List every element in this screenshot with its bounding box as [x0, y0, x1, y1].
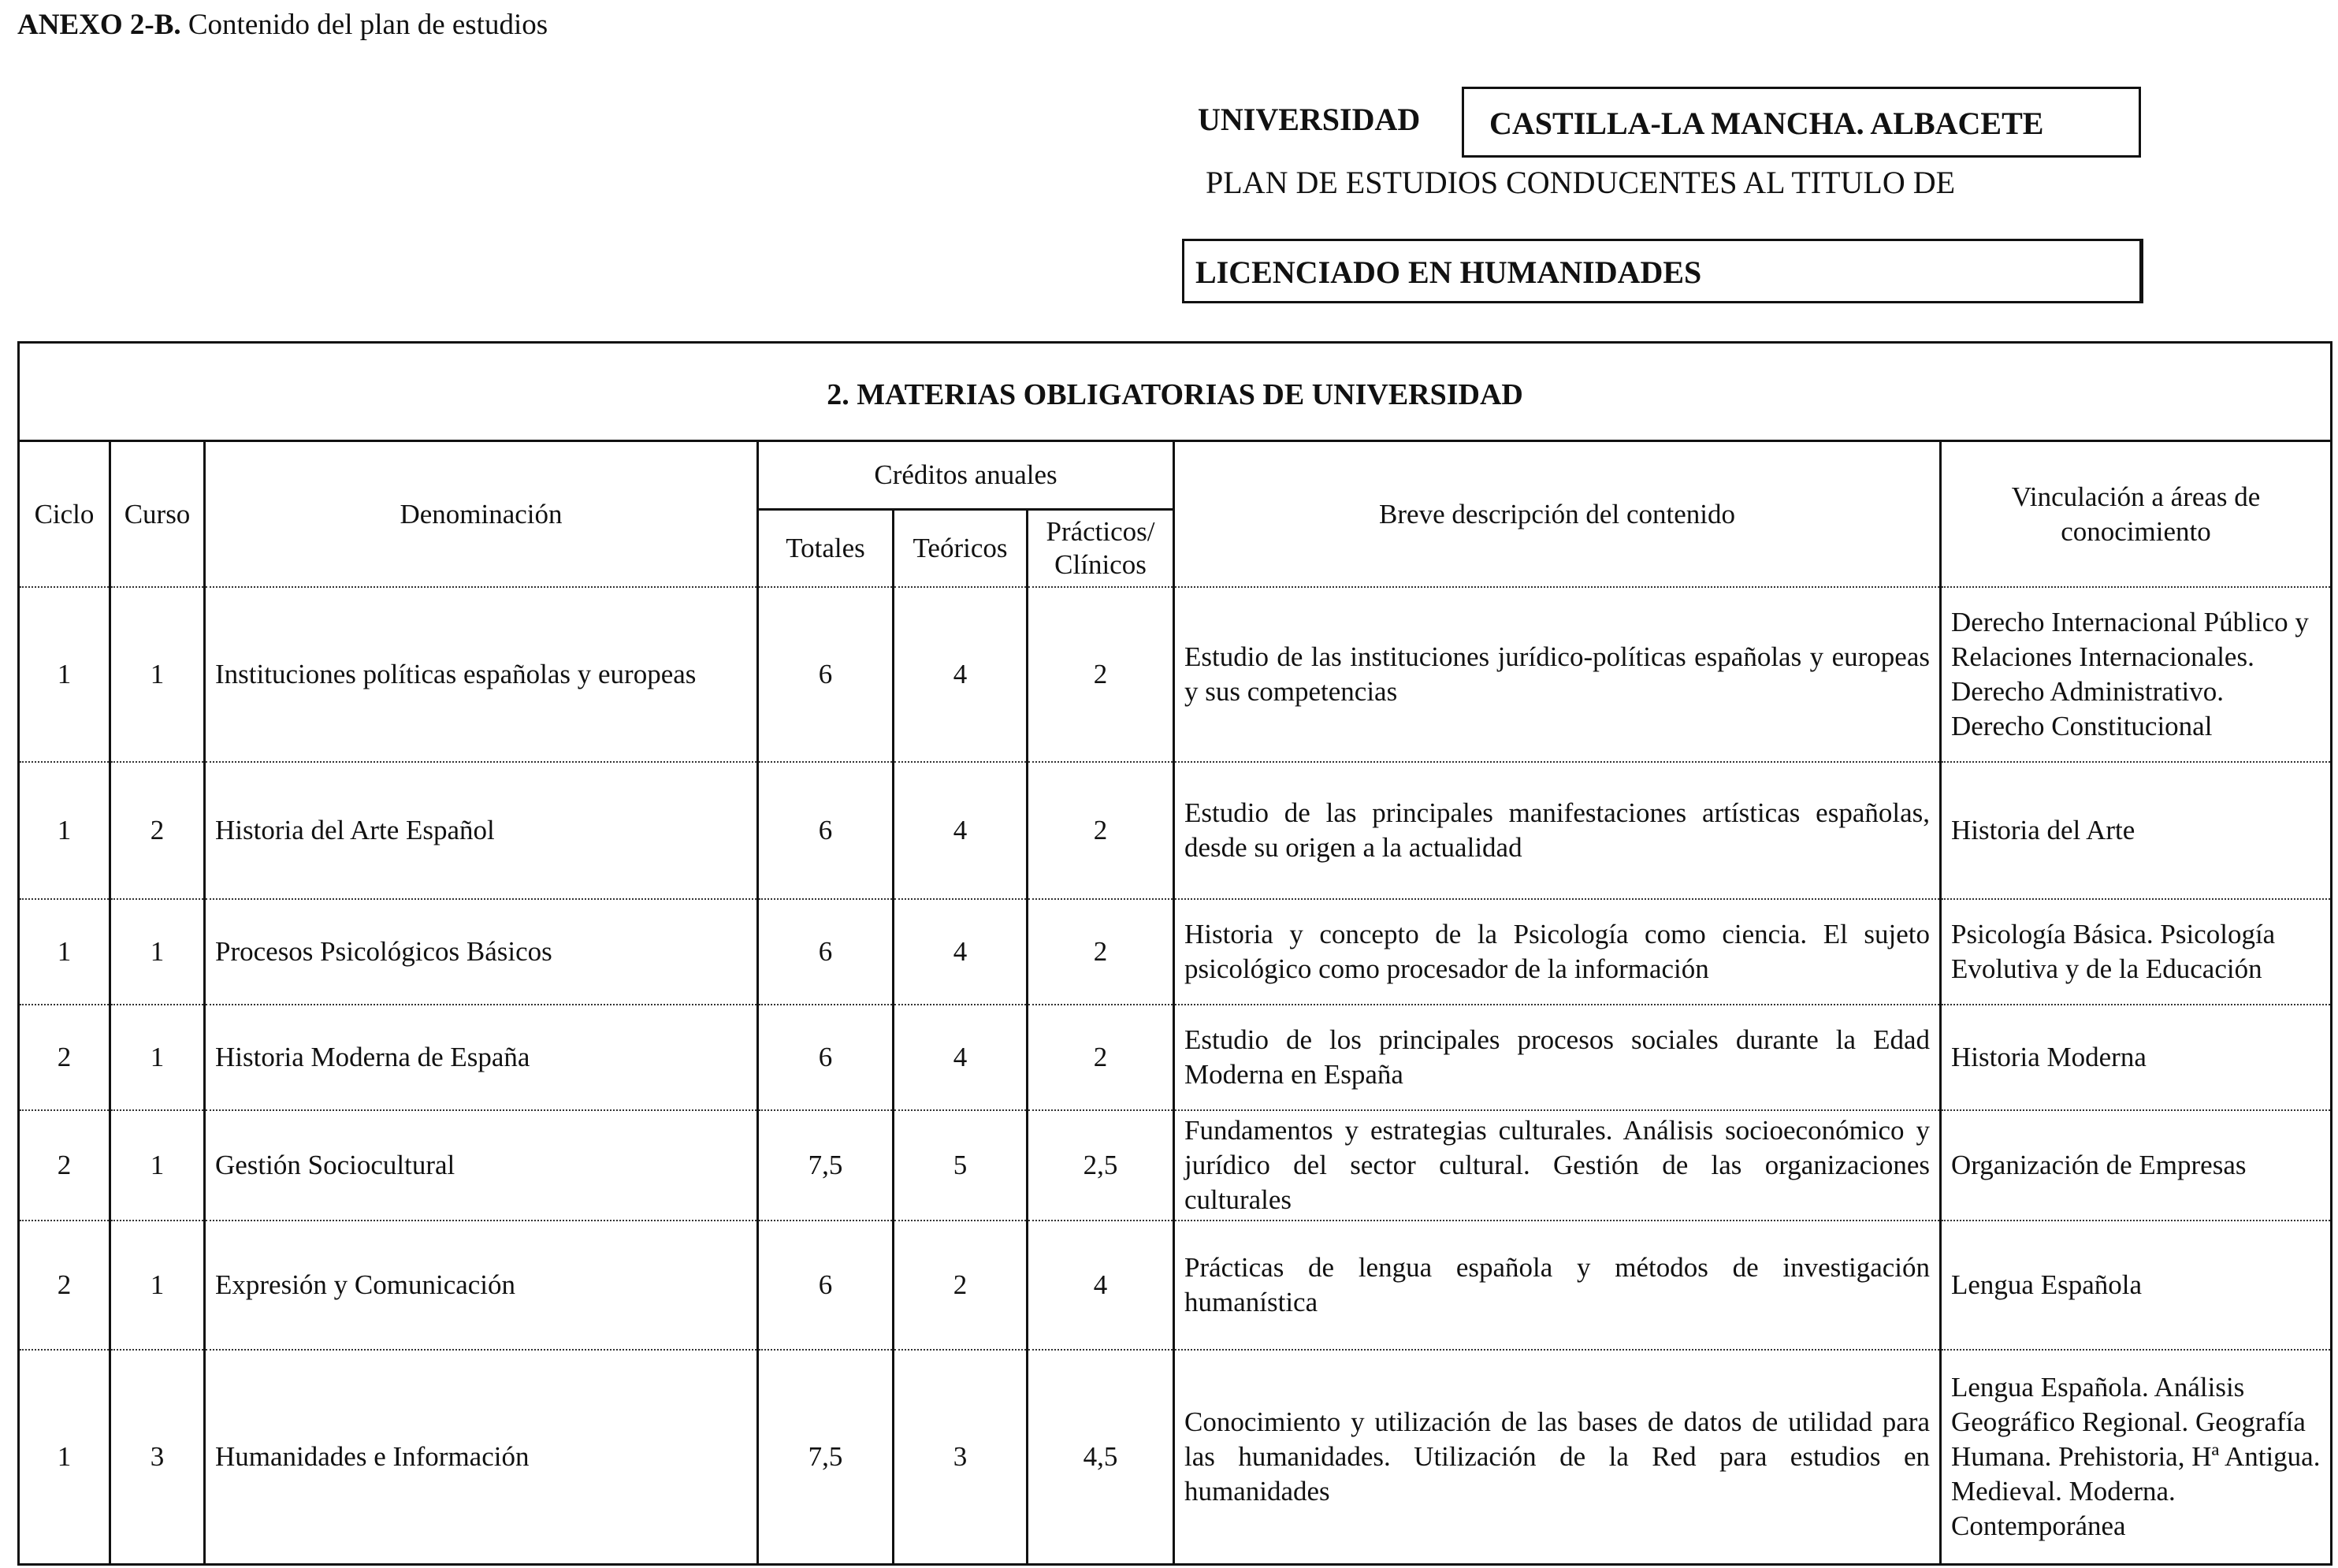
cell-totales: 6 — [758, 762, 894, 899]
cell-descripcion: Historia y concepto de la Psicología como ciencia. El sujeto psicológico como procesador de la información — [1174, 899, 1941, 1005]
cell-curso: 1 — [110, 899, 205, 1005]
cell-descripcion: Estudio de los principales procesos sociales durante la Edad Moderna en España — [1174, 1005, 1941, 1110]
cell-ciclo: 2 — [19, 1005, 110, 1110]
cell-ciclo: 2 — [19, 1110, 110, 1221]
header-denominacion: Denominación — [205, 441, 758, 588]
cell-ciclo: 1 — [19, 1350, 110, 1564]
cell-totales: 7,5 — [758, 1350, 894, 1564]
university-value: CASTILLA-LA MANCHA. ALBACETE — [1462, 87, 2141, 158]
cell-vinculacion: Psicología Básica. Psicología Evolutiva y de la Educación — [1941, 899, 2332, 1005]
cell-practicos: 4,5 — [1028, 1350, 1174, 1564]
cell-curso: 3 — [110, 1350, 205, 1564]
header-curso: Curso — [110, 441, 205, 588]
cell-practicos: 2 — [1028, 899, 1174, 1005]
cell-denominacion: Historia Moderna de España — [205, 1005, 758, 1110]
cell-teoricos: 4 — [894, 762, 1028, 899]
cell-denominacion: Instituciones políticas españolas y europeas — [205, 587, 758, 762]
cell-practicos: 2 — [1028, 587, 1174, 762]
cell-descripcion: Fundamentos y estrategias culturales. Análisis socioeconómico y jurídico del sector cultural. Gestión de las organizaciones culturales — [1174, 1110, 1941, 1221]
cell-practicos: 2,5 — [1028, 1110, 1174, 1221]
table-row — [19, 1005, 2332, 1110]
annex-heading — [17, 8, 548, 42]
cell-curso: 1 — [110, 1221, 205, 1350]
cell-denominacion: Historia del Arte Español — [205, 762, 758, 899]
cell-practicos: 4 — [1028, 1221, 1174, 1350]
cell-totales: 7,5 — [758, 1110, 894, 1221]
cell-descripcion: Estudio de las instituciones jurídico-políticas españolas y europeas y sus competencias — [1174, 587, 1941, 762]
section-title: 2. MATERIAS OBLIGATORIAS DE UNIVERSIDAD — [19, 343, 2332, 441]
cell-vinculacion: Lengua Española. Análisis Geográfico Regional. Geografía Humana. Prehistoria, Hª Antigua. Medieval. Moderna. Contemporánea — [1941, 1350, 2332, 1564]
cell-ciclo: 1 — [19, 899, 110, 1005]
university-label: UNIVERSIDAD — [1198, 102, 1421, 137]
plan-line: PLAN DE ESTUDIOS CONDUCENTES AL TITULO DE — [1206, 165, 1956, 200]
cell-curso: 2 — [110, 762, 205, 899]
header-vinculacion: Vinculación a áreas de conocimiento — [1941, 441, 2332, 588]
cell-ciclo: 1 — [19, 587, 110, 762]
cell-ciclo: 1 — [19, 762, 110, 899]
header-creditos: Créditos anuales — [758, 441, 1174, 510]
cell-totales: 6 — [758, 1221, 894, 1350]
cell-teoricos: 3 — [894, 1350, 1028, 1564]
cell-descripcion: Prácticas de lengua española y métodos de investigación humanística — [1174, 1221, 1941, 1350]
annex-label: ANEXO 2-B. — [17, 9, 181, 41]
cell-teoricos: 4 — [894, 1005, 1028, 1110]
cell-vinculacion: Lengua Española — [1941, 1221, 2332, 1350]
cell-totales: 6 — [758, 587, 894, 762]
cell-practicos: 2 — [1028, 762, 1174, 899]
cell-denominacion: Expresión y Comunicación — [205, 1221, 758, 1350]
degree-title: LICENCIADO EN HUMANIDADES — [1182, 239, 2143, 303]
table-row — [19, 1221, 2332, 1350]
table-row — [19, 1110, 2332, 1221]
header-practicos: Prácticos/ Clínicos — [1028, 510, 1174, 588]
header-totales: Totales — [758, 510, 894, 588]
cell-teoricos: 4 — [894, 587, 1028, 762]
cell-practicos: 2 — [1028, 1005, 1174, 1110]
cell-totales: 6 — [758, 899, 894, 1005]
cell-ciclo: 2 — [19, 1221, 110, 1350]
cell-teoricos: 5 — [894, 1110, 1028, 1221]
cell-denominacion: Procesos Psicológicos Básicos — [205, 899, 758, 1005]
cell-vinculacion: Organización de Empresas — [1941, 1110, 2332, 1221]
header-teoricos: Teóricos — [894, 510, 1028, 588]
cell-vinculacion: Historia Moderna — [1941, 1005, 2332, 1110]
cell-curso: 1 — [110, 1005, 205, 1110]
cell-vinculacion: Derecho Internacional Público y Relaciones Internacionales. Derecho Administrativo. Derecho Constitucional — [1941, 587, 2332, 762]
table-row — [19, 1350, 2332, 1564]
table-row — [19, 899, 2332, 1005]
cell-descripcion: Estudio de las principales manifestaciones artísticas españolas, desde su origen a la actualidad — [1174, 762, 1941, 899]
cell-totales: 6 — [758, 1005, 894, 1110]
cell-denominacion: Humanidades e Información — [205, 1350, 758, 1564]
cell-vinculacion: Historia del Arte — [1941, 762, 2332, 899]
annex-text: Contenido del plan de estudios — [180, 9, 548, 41]
cell-teoricos: 2 — [894, 1221, 1028, 1350]
cell-denominacion: Gestión Sociocultural — [205, 1110, 758, 1221]
header-descripcion: Breve descripción del contenido — [1174, 441, 1941, 588]
header-ciclo: Ciclo — [19, 441, 110, 588]
subjects-table — [17, 341, 2332, 1566]
table-row — [19, 587, 2332, 762]
table-row — [19, 762, 2332, 899]
cell-teoricos: 4 — [894, 899, 1028, 1005]
cell-descripcion: Conocimiento y utilización de las bases de datos de utilidad para las humanidades. Utilización de la Red para estudios en humanidades — [1174, 1350, 1941, 1564]
cell-curso: 1 — [110, 587, 205, 762]
cell-curso: 1 — [110, 1110, 205, 1221]
